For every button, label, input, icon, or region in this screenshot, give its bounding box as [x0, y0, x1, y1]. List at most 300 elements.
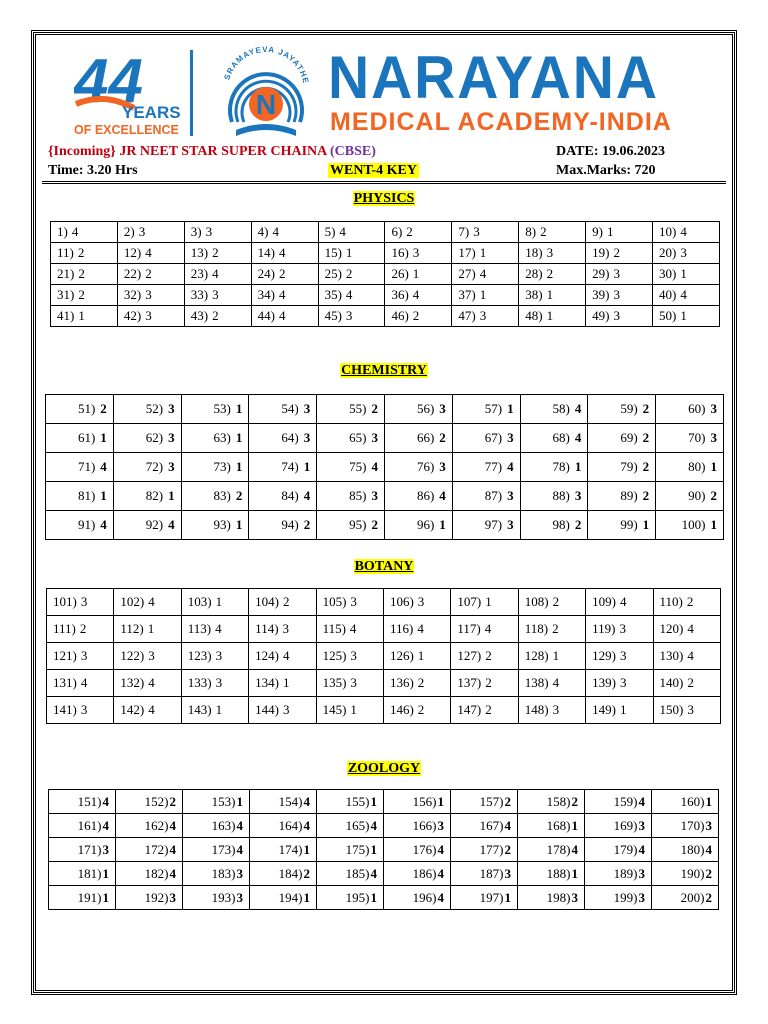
answer-option: 2: [303, 865, 310, 881]
question-number: 12): [123, 245, 142, 260]
question-number: 166): [412, 817, 437, 833]
answer-cell: [384, 395, 452, 424]
answer-option: 3: [169, 889, 176, 905]
answer-cell: [183, 838, 250, 862]
answer-option: 1: [439, 517, 446, 532]
answer-cell: [250, 886, 317, 910]
answer-cell: [653, 697, 720, 724]
question-number: 67): [484, 430, 503, 445]
question-number: 112): [120, 621, 144, 636]
answer-option: 4: [680, 287, 687, 302]
question-number: 146): [389, 702, 414, 717]
answer-option: 4: [80, 675, 88, 690]
answer-cell: [588, 424, 656, 453]
answer-cell: [653, 306, 720, 327]
answer-cell: [46, 482, 114, 511]
table-row: [51, 306, 720, 327]
answer-cell: [585, 862, 652, 886]
question-number: 185): [345, 865, 370, 881]
answer-cell: [316, 589, 383, 616]
question-number: 35): [324, 287, 342, 302]
table-row: [49, 838, 719, 862]
answer-cell: [385, 306, 452, 327]
answer-cell: [317, 862, 384, 886]
question-number: 5): [324, 224, 336, 239]
answer-cell: [47, 589, 114, 616]
question-number: 104): [255, 594, 280, 609]
answer-option: 2: [417, 675, 425, 690]
question-number: 124): [255, 648, 280, 663]
zoology-answer-table: [48, 789, 719, 910]
answer-option: 2: [345, 266, 353, 281]
answer-cell: [181, 670, 248, 697]
question-number: 23): [190, 266, 209, 281]
answer-cell: [656, 453, 724, 482]
question-number: 115): [322, 621, 346, 636]
answer-cell: [452, 424, 520, 453]
answer-cell: [452, 395, 520, 424]
answer-cell: [518, 886, 585, 910]
answer-option: 4: [412, 287, 420, 302]
question-number: 6): [391, 224, 403, 239]
answer-cell: [586, 222, 653, 243]
answer-cell: [251, 306, 318, 327]
answer-option: 4: [169, 817, 176, 833]
answer-option: 2: [78, 266, 85, 281]
answer-option: 4: [507, 459, 514, 474]
question-number: 92): [145, 517, 164, 532]
answer-option: 1: [303, 841, 310, 857]
table-row: [49, 814, 719, 838]
answer-cell: [588, 511, 656, 540]
answer-option: 3: [412, 245, 420, 260]
question-number: 108): [524, 594, 549, 609]
answer-cell: [113, 395, 181, 424]
answer-option: 3: [552, 702, 560, 717]
answer-option: 1: [571, 817, 578, 833]
answer-cell: [585, 886, 652, 910]
answer-option: 4: [272, 224, 280, 239]
answer-option: 3: [168, 430, 175, 445]
answer-option: 2: [212, 245, 219, 260]
answer-option: 3: [638, 865, 645, 881]
question-number: 134): [255, 675, 280, 690]
answer-cell: [47, 670, 114, 697]
answer-option: 2: [546, 266, 554, 281]
answer-option: 2: [485, 648, 492, 663]
answer-cell: [452, 243, 519, 264]
table-row: [46, 511, 724, 540]
answer-cell: [249, 616, 316, 643]
answer-option: 4: [417, 621, 424, 636]
question-number: 49): [592, 308, 610, 323]
answer-option: 2: [212, 308, 219, 323]
answer-option: 4: [71, 224, 79, 239]
question-number: 184): [278, 865, 303, 881]
question-number: 192): [144, 889, 169, 905]
answer-option: 3: [350, 594, 357, 609]
answer-option: 4: [303, 817, 310, 833]
answer-option: 2: [283, 594, 290, 609]
answer-cell: [451, 886, 518, 910]
answer-cell: [384, 838, 451, 862]
answer-cell: [652, 838, 719, 862]
question-number: 27): [458, 266, 476, 281]
question-number: 168): [546, 817, 571, 833]
question-number: 9): [592, 224, 603, 239]
answer-option: 3: [303, 401, 311, 416]
answer-option: 4: [283, 648, 290, 663]
answer-cell: [318, 243, 385, 264]
question-number: 196): [412, 889, 437, 905]
answer-cell: [585, 838, 652, 862]
question-number: 136): [389, 675, 414, 690]
answer-option: 2: [406, 224, 413, 239]
answer-option: 1: [235, 430, 243, 445]
answer-option: 4: [236, 841, 243, 857]
answer-cell: [117, 285, 184, 306]
answer-option: 1: [412, 266, 420, 281]
answer-option: 1: [350, 702, 357, 717]
answer-cell: [451, 838, 518, 862]
question-number: 107): [457, 594, 482, 609]
question-number: 182): [144, 865, 169, 881]
table-row: [47, 589, 721, 616]
question-number: 150): [659, 702, 684, 717]
answer-cell: [317, 838, 384, 862]
answer-cell: [383, 697, 450, 724]
answer-option: 3: [705, 817, 712, 833]
answer-cell: [451, 670, 518, 697]
answer-option: 4: [638, 841, 645, 857]
answer-option: 4: [437, 841, 444, 857]
answer-option: 4: [236, 817, 243, 833]
answer-cell: [653, 616, 720, 643]
answer-option: 4: [504, 817, 511, 833]
answer-cell: [317, 482, 385, 511]
answer-cell: [452, 306, 519, 327]
question-number: 7): [458, 224, 470, 239]
answer-cell: [384, 790, 451, 814]
question-number: 55): [349, 401, 367, 416]
answer-cell: [383, 616, 450, 643]
answer-cell: [181, 643, 248, 670]
answer-cell: [249, 453, 317, 482]
question-number: 175): [345, 841, 370, 857]
answer-option: 3: [546, 245, 554, 260]
question-number: 180): [680, 841, 705, 857]
question-number: 70): [688, 430, 706, 445]
answer-option: 1: [546, 287, 554, 302]
question-number: 53): [213, 401, 231, 416]
question-number: 86): [416, 488, 435, 503]
exam-title: {Incoming} JR NEET STAR SUPER CHAINA: [48, 144, 327, 159]
answer-cell: [520, 424, 588, 453]
question-number: 88): [552, 488, 570, 503]
question-number: 198): [546, 889, 571, 905]
answer-option: 2: [79, 621, 87, 636]
question-number: 28): [525, 266, 543, 281]
question-number: 39): [592, 287, 610, 302]
answer-option: 4: [619, 594, 627, 609]
question-number: 50): [659, 308, 677, 323]
answer-cell: [519, 264, 586, 285]
answer-cell: [49, 862, 116, 886]
answer-option: 4: [571, 841, 578, 857]
answer-option: 2: [686, 594, 694, 609]
answer-cell: [249, 511, 317, 540]
answer-cell: [452, 482, 520, 511]
max-marks: Max.Marks: 720: [556, 163, 656, 178]
question-number: 147): [457, 702, 482, 717]
answer-cell: [46, 424, 114, 453]
question-number: 190): [680, 865, 705, 881]
question-number: 13): [190, 245, 209, 260]
answer-option: 3: [619, 648, 627, 663]
answer-cell: [51, 306, 118, 327]
question-number: 119): [592, 621, 616, 636]
logo-excellence-text: OF EXCELLENCE: [74, 123, 179, 137]
answer-option: 3: [236, 889, 243, 905]
answer-option: 1: [417, 648, 425, 663]
question-number: 58): [552, 401, 570, 416]
answer-option: 4: [100, 517, 107, 532]
answer-option: 4: [345, 287, 353, 302]
question-number: 140): [659, 675, 684, 690]
answer-option: 3: [710, 430, 717, 445]
answer-cell: [586, 670, 653, 697]
answer-cell: [653, 589, 720, 616]
answer-option: 4: [169, 841, 176, 857]
answer-option: 4: [212, 266, 219, 281]
answer-option: 3: [205, 224, 213, 239]
question-number: 169): [613, 817, 638, 833]
answer-cell: [181, 482, 249, 511]
question-number: 177): [479, 841, 504, 857]
question-number: 18): [525, 245, 543, 260]
answer-cell: [249, 670, 316, 697]
question-number: 75): [349, 459, 367, 474]
answer-cell: [451, 814, 518, 838]
question-number: 154): [278, 793, 303, 809]
question-number: 79): [620, 459, 638, 474]
exam-board: (CBSE): [330, 144, 376, 159]
answer-cell: [656, 482, 724, 511]
answer-cell: [520, 453, 588, 482]
answer-option: 1: [507, 401, 514, 416]
question-number: 195): [345, 889, 370, 905]
answer-cell: [181, 424, 249, 453]
question-number: 157): [479, 793, 504, 809]
answer-option: 3: [680, 245, 687, 260]
answer-cell: [184, 264, 251, 285]
answer-option: 1: [370, 889, 377, 905]
answer-option: 1: [235, 517, 243, 532]
answer-cell: [383, 643, 450, 670]
answer-option: 1: [100, 488, 107, 503]
answer-cell: [518, 643, 585, 670]
answer-cell: [452, 264, 519, 285]
answer-cell: [114, 697, 181, 724]
answer-cell: [385, 264, 452, 285]
question-number: 179): [613, 841, 638, 857]
answer-cell: [518, 790, 585, 814]
question-number: 188): [546, 865, 571, 881]
answer-option: 4: [339, 224, 346, 239]
answer-option: 3: [638, 817, 645, 833]
answer-cell: [49, 886, 116, 910]
question-number: 41): [57, 308, 75, 323]
answer-option: 3: [687, 702, 694, 717]
answer-cell: [384, 862, 451, 886]
answer-option: 2: [303, 517, 311, 532]
exam-title-line: [48, 144, 376, 160]
answer-option: 3: [613, 308, 620, 323]
answer-cell: [520, 395, 588, 424]
zoology-title: ZOOLOGY: [347, 761, 421, 776]
answer-cell: [384, 511, 452, 540]
answer-cell: [250, 838, 317, 862]
question-number: 60): [688, 401, 706, 416]
question-number: 163): [211, 817, 236, 833]
answer-cell: [183, 862, 250, 886]
key-label: [328, 163, 419, 179]
answer-option: 2: [417, 702, 425, 717]
answer-option: 3: [80, 594, 88, 609]
answer-cell: [518, 862, 585, 886]
answer-cell: [653, 670, 720, 697]
answer-cell: [586, 306, 653, 327]
brand-name: NARAYANA: [328, 44, 659, 111]
physics-answer-table: [50, 221, 720, 327]
question-number: 137): [457, 675, 482, 690]
answer-cell: [588, 453, 656, 482]
answer-option: 1: [574, 459, 582, 474]
answer-cell: [183, 790, 250, 814]
answer-cell: [116, 862, 183, 886]
question-number: 84): [281, 488, 299, 503]
answer-option: 1: [485, 594, 492, 609]
answer-option: 2: [613, 245, 620, 260]
question-number: 187): [479, 865, 504, 881]
question-number: 78): [552, 459, 570, 474]
question-number: 61): [77, 430, 96, 445]
answer-option: 1: [370, 793, 377, 809]
question-number: 24): [257, 266, 276, 281]
answer-cell: [451, 697, 518, 724]
question-number: 40): [659, 287, 677, 302]
answer-cell: [316, 616, 383, 643]
physics-title: PHYSICS: [353, 191, 415, 206]
question-number: 164): [278, 817, 303, 833]
answer-option: 1: [606, 224, 614, 239]
question-number: 74): [281, 459, 299, 474]
answer-option: 2: [100, 401, 107, 416]
answer-cell: [652, 862, 719, 886]
question-number: 191): [77, 889, 102, 905]
answer-cell: [316, 643, 383, 670]
answer-option: 2: [169, 793, 176, 809]
botany-answer-table: [46, 588, 721, 724]
question-number: 174): [278, 841, 303, 857]
answer-option: 3: [145, 287, 152, 302]
question-number: 90): [688, 488, 706, 503]
answer-option: 4: [102, 817, 109, 833]
answer-option: 2: [412, 308, 420, 323]
question-number: 73): [213, 459, 231, 474]
question-number: 178): [546, 841, 571, 857]
answer-option: 3: [283, 702, 290, 717]
answer-cell: [385, 222, 452, 243]
answer-option: 4: [687, 648, 694, 663]
key-label-text: WENT-4 KEY: [330, 163, 418, 178]
question-number: 69): [620, 430, 638, 445]
answer-cell: [318, 222, 385, 243]
answer-cell: [520, 482, 588, 511]
answer-option: 4: [574, 430, 582, 445]
answer-cell: [184, 243, 251, 264]
answer-option: 1: [102, 865, 109, 881]
answer-cell: [114, 670, 181, 697]
question-number: 120): [659, 621, 684, 636]
question-number: 162): [144, 817, 169, 833]
answer-option: 2: [504, 793, 511, 809]
answer-cell: [452, 222, 519, 243]
question-number: 1): [57, 224, 68, 239]
answer-cell: [586, 697, 653, 724]
answer-cell: [113, 482, 181, 511]
question-number: 36): [391, 287, 409, 302]
answer-option: 2: [78, 287, 85, 302]
answer-option: 3: [638, 889, 645, 905]
answer-cell: [588, 482, 656, 511]
answer-option: 4: [279, 245, 286, 260]
answer-option: 2: [77, 245, 85, 260]
answer-cell: [250, 814, 317, 838]
question-number: 71): [77, 459, 96, 474]
answer-cell: [588, 395, 656, 424]
answer-option: 4: [148, 675, 155, 690]
question-number: 116): [389, 621, 414, 636]
answer-cell: [113, 511, 181, 540]
question-number: 11): [57, 245, 74, 260]
answer-option: 4: [370, 817, 377, 833]
question-number: 113): [187, 621, 212, 636]
answer-option: 3: [479, 308, 487, 323]
answer-option: 3: [619, 675, 627, 690]
question-number: 114): [255, 621, 279, 636]
answer-option: 1: [303, 889, 310, 905]
question-number: 155): [345, 793, 370, 809]
table-row: [51, 222, 720, 243]
answer-option: 4: [148, 702, 155, 717]
answer-cell: [184, 285, 251, 306]
answer-cell: [249, 643, 316, 670]
question-number: 30): [659, 266, 677, 281]
answer-option: 2: [540, 224, 547, 239]
answer-cell: [46, 453, 114, 482]
question-number: 8): [525, 224, 537, 239]
question-number: 62): [145, 430, 164, 445]
question-number: 138): [524, 675, 549, 690]
question-number: 148): [524, 702, 549, 717]
answer-cell: [117, 222, 184, 243]
question-number: 144): [255, 702, 280, 717]
answer-cell: [181, 589, 248, 616]
answer-cell: [586, 264, 653, 285]
question-number: 127): [457, 648, 482, 663]
answer-cell: [47, 616, 114, 643]
